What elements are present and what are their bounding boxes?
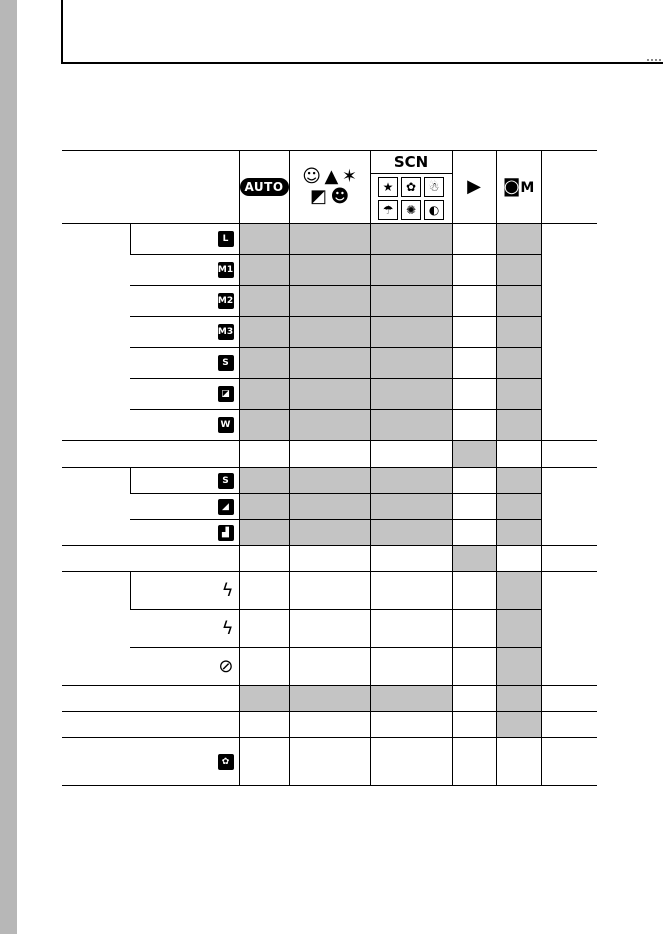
- flash-off-icon: ⊘: [218, 655, 234, 677]
- row-icon-cell: [130, 224, 239, 255]
- cell: [541, 686, 597, 712]
- cell: [496, 610, 541, 648]
- cell: [289, 441, 370, 468]
- cell: [370, 648, 452, 686]
- cell: [541, 441, 597, 468]
- cell: [239, 379, 289, 410]
- cell: [289, 738, 370, 786]
- cell: [239, 494, 289, 520]
- group-extra-cell: [541, 224, 597, 441]
- cell: [452, 255, 496, 286]
- cell: [496, 572, 541, 610]
- row-icon-cell: [130, 610, 239, 648]
- cell: [289, 255, 370, 286]
- table-row: [62, 610, 597, 648]
- cell: [452, 712, 496, 738]
- cell: [239, 712, 289, 738]
- cell: [289, 546, 370, 572]
- row-icon-cell: [130, 520, 239, 546]
- table-row: [62, 494, 597, 520]
- cell: [496, 348, 541, 379]
- cell: [496, 441, 541, 468]
- snow-icon: ☃: [424, 177, 444, 197]
- auto-flash-icon: ϟ: [221, 579, 234, 601]
- landscape-icon: ▲: [324, 166, 339, 187]
- table-row: [62, 379, 597, 410]
- cell: [370, 410, 452, 441]
- header-movie: [452, 151, 496, 224]
- cell: [239, 317, 289, 348]
- cell: [239, 686, 289, 712]
- cell: [289, 224, 370, 255]
- row-icon-cell: [130, 494, 239, 520]
- macro-icon: ✿: [218, 754, 234, 770]
- table-row: [62, 255, 597, 286]
- cell: [370, 441, 452, 468]
- cell: [452, 610, 496, 648]
- row-icon-cell: [130, 348, 239, 379]
- medium1-size-icon: M1: [218, 262, 234, 278]
- row-icon-cell: [130, 379, 239, 410]
- header-empty: [62, 151, 239, 224]
- header-manual: [496, 151, 541, 224]
- page-edge-strip: [0, 0, 17, 934]
- cell: [370, 520, 452, 546]
- table-row: [62, 468, 597, 494]
- cell: [452, 648, 496, 686]
- table-row: [62, 648, 597, 686]
- cell: [452, 520, 496, 546]
- normal-icon: ▟: [218, 525, 234, 541]
- header-row: [62, 151, 597, 224]
- header-special-scenes: [289, 151, 370, 224]
- manual-mode-label: M: [520, 180, 535, 196]
- cell: [289, 379, 370, 410]
- cell: [370, 712, 452, 738]
- cell: [370, 224, 452, 255]
- cell: [452, 410, 496, 441]
- cell: [239, 348, 289, 379]
- row-icon-cell: [130, 317, 239, 348]
- beach-icon: ☂: [378, 200, 398, 220]
- table-row: [62, 546, 597, 572]
- title-frame: [61, 0, 663, 64]
- cell: [239, 410, 289, 441]
- auto-mode-icon: AUTO: [240, 178, 289, 196]
- cell: [289, 317, 370, 348]
- table-row: [62, 410, 597, 441]
- row-icon-cell: [130, 255, 239, 286]
- cell: [289, 286, 370, 317]
- row-icon-cell: [130, 468, 239, 494]
- fine-icon: ◢: [218, 499, 234, 515]
- cell: [496, 546, 541, 572]
- scn-icon-grid: [371, 173, 452, 223]
- night-snapshot-icon: ☻: [330, 186, 350, 207]
- cell: [452, 286, 496, 317]
- header-dot-pattern: [646, 58, 663, 62]
- table-row: [62, 441, 597, 468]
- medium2-size-icon: M2: [218, 293, 234, 309]
- group-label-cell: [62, 224, 130, 441]
- kids-pets-icon: ◩: [309, 186, 327, 207]
- cell: [239, 468, 289, 494]
- cell: [370, 686, 452, 712]
- cell: [289, 712, 370, 738]
- mode-availability-table: [62, 150, 597, 786]
- row-icon-cell: [130, 410, 239, 441]
- cell: [370, 317, 452, 348]
- cell: [370, 468, 452, 494]
- medium3-size-icon: M3: [218, 324, 234, 340]
- group-label-cell: [62, 572, 130, 686]
- row-label-cell: [62, 712, 239, 738]
- cell: [289, 686, 370, 712]
- cell: [239, 520, 289, 546]
- portrait-icon: ☺: [302, 166, 321, 187]
- night-scene-icon: ★: [378, 177, 398, 197]
- cell: [370, 610, 452, 648]
- cell: [496, 317, 541, 348]
- cell: [452, 494, 496, 520]
- row-icon-cell: [130, 572, 239, 610]
- underwater-icon: ◐: [424, 200, 444, 220]
- table-row: [62, 224, 597, 255]
- cell: [239, 441, 289, 468]
- row-label-cell: [62, 546, 239, 572]
- flash-on-icon: ϟ: [221, 617, 234, 639]
- cell: [496, 468, 541, 494]
- cell: [289, 468, 370, 494]
- cell: [289, 410, 370, 441]
- cell: [239, 546, 289, 572]
- cell: [239, 610, 289, 648]
- table-row: [62, 686, 597, 712]
- cell: [452, 379, 496, 410]
- fireworks-icon: ✺: [401, 200, 421, 220]
- cell: [496, 410, 541, 441]
- cell: [452, 224, 496, 255]
- table-row: [62, 317, 597, 348]
- cell: [541, 712, 597, 738]
- cell: [289, 572, 370, 610]
- cell: [496, 686, 541, 712]
- scn-label: SCN: [393, 153, 429, 171]
- large-size-icon: L: [218, 231, 234, 247]
- table-row: [62, 712, 597, 738]
- cell: [289, 348, 370, 379]
- group-extra-cell: [541, 572, 597, 686]
- cell: [496, 738, 541, 786]
- header-scn: [370, 151, 452, 224]
- cell: [289, 520, 370, 546]
- cell: [289, 494, 370, 520]
- group-extra-cell: [541, 468, 597, 546]
- cell: [496, 648, 541, 686]
- cell: [370, 379, 452, 410]
- row-icon-cell: [130, 648, 239, 686]
- cell: [496, 255, 541, 286]
- postcard-icon: ◪: [218, 386, 234, 402]
- table-row: [62, 286, 597, 317]
- group-label-cell: [62, 468, 130, 546]
- cell: [496, 379, 541, 410]
- table-row: [62, 520, 597, 546]
- cell: [541, 546, 597, 572]
- cell: [541, 738, 597, 786]
- cell: [239, 648, 289, 686]
- cell: [289, 610, 370, 648]
- cell: [239, 572, 289, 610]
- cell: [452, 738, 496, 786]
- cell: [370, 286, 452, 317]
- cell: [452, 468, 496, 494]
- cell: [239, 224, 289, 255]
- cell: [452, 686, 496, 712]
- cell: [289, 648, 370, 686]
- small-size-icon: S: [218, 355, 234, 371]
- cell: [452, 546, 496, 572]
- cell: [239, 738, 289, 786]
- cell: [496, 520, 541, 546]
- cell: [370, 255, 452, 286]
- camera-icon: ◙: [502, 176, 521, 197]
- row-icon-cell: [62, 738, 239, 786]
- header-extra: [541, 151, 597, 224]
- cell: [239, 255, 289, 286]
- cell: [452, 441, 496, 468]
- cell: [496, 494, 541, 520]
- cell: [370, 546, 452, 572]
- cell: [496, 712, 541, 738]
- cell: [496, 224, 541, 255]
- cell: [496, 286, 541, 317]
- row-label-cell: [62, 441, 239, 468]
- row-icon-cell: [130, 286, 239, 317]
- cell: [370, 738, 452, 786]
- cell: [239, 286, 289, 317]
- cell: [452, 348, 496, 379]
- cell: [452, 317, 496, 348]
- header-auto: [239, 151, 289, 224]
- party-icon: ✶: [341, 166, 357, 187]
- cell: [452, 572, 496, 610]
- superfine-icon: S: [218, 473, 234, 489]
- table-row: [62, 348, 597, 379]
- movie-icon: ▶: [467, 176, 481, 197]
- cell: [370, 494, 452, 520]
- widescreen-icon: W: [218, 417, 234, 433]
- cell: [370, 348, 452, 379]
- row-label-cell: [62, 686, 239, 712]
- table-row: [62, 738, 597, 786]
- table-row: [62, 572, 597, 610]
- cell: [370, 572, 452, 610]
- foliage-icon: ✿: [401, 177, 421, 197]
